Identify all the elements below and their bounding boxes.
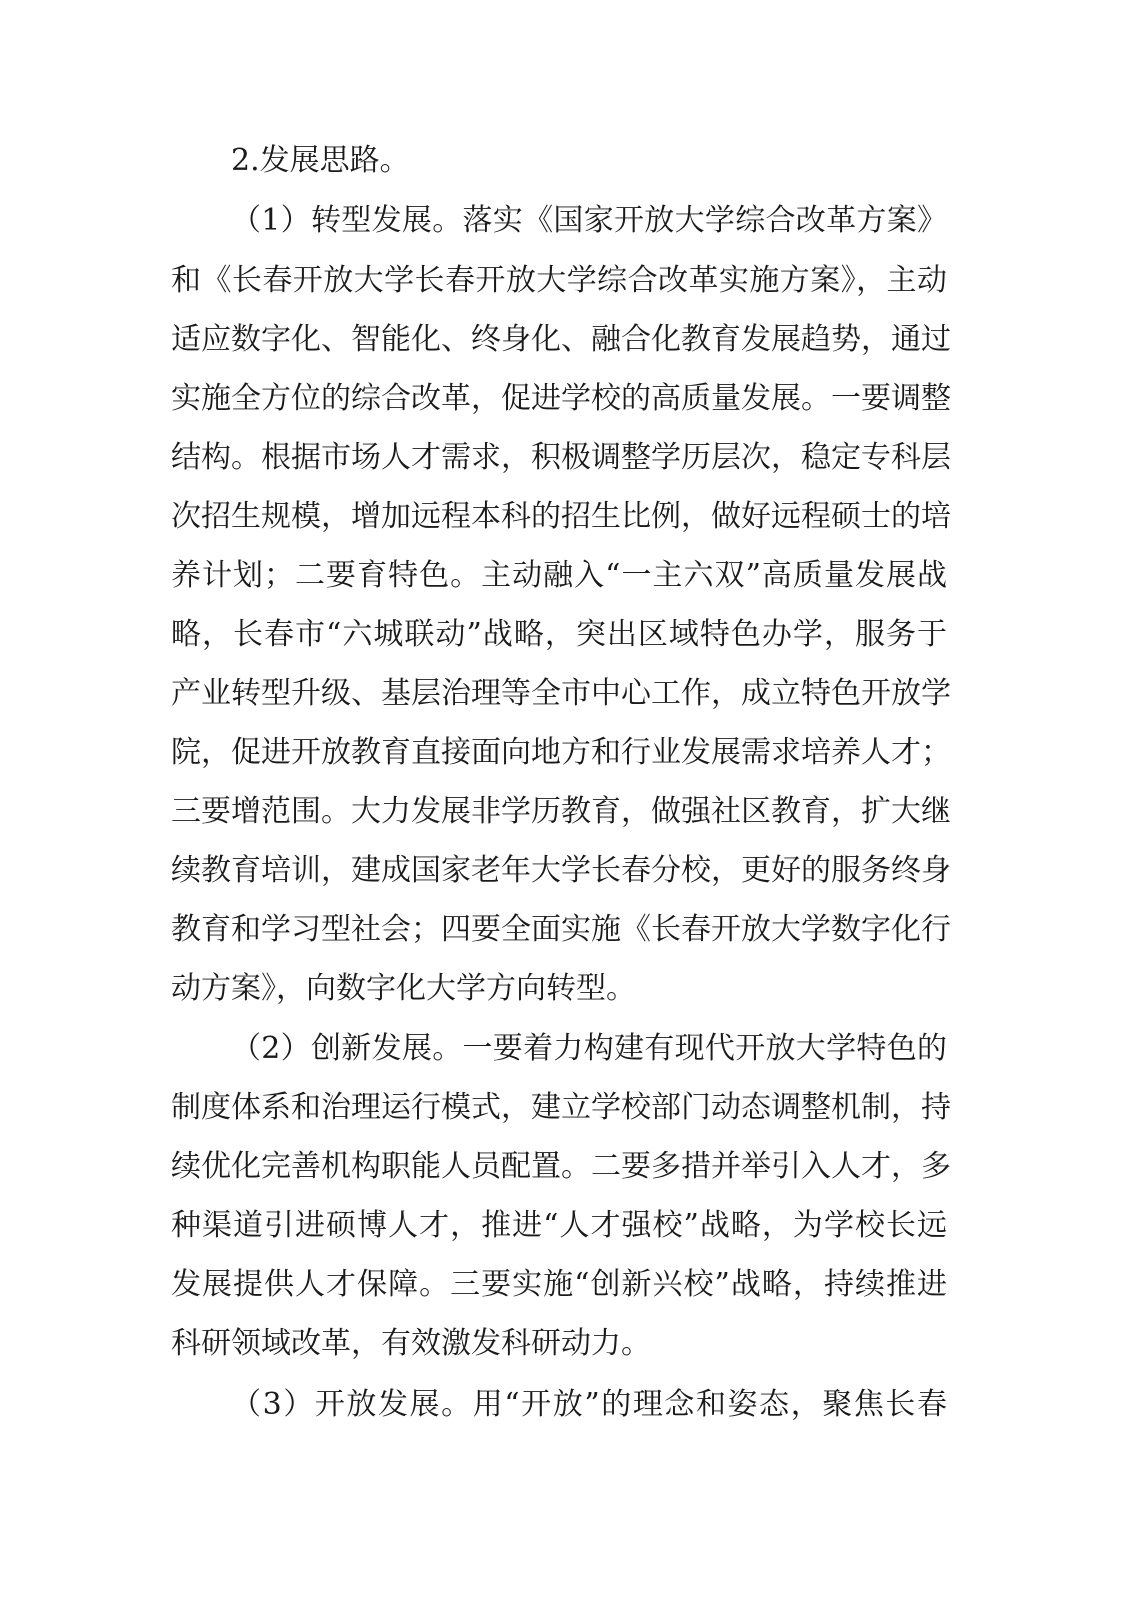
paragraph-2-line-6: 科研领域改革，有效激发科研动力。 (171, 1326, 651, 1361)
paragraph-2-line-2: 制度体系和治理运行模式，建立学校部门动态调整机制，持 (171, 1090, 951, 1125)
paragraph-2-line-5: 发展提供人才保障。三要实施“创新兴校”战略，持续推进 (171, 1267, 947, 1302)
paragraph-1-line-9: 产业转型升级、基层治理等全市中心工作，成立特色开放学 (171, 676, 951, 711)
paragraph-1-line-8: 略，长春市“六城联动”战略，突出区域特色办学，服务于 (171, 617, 947, 652)
paragraph-1-line-10: 院，促进开放教育直接面向地方和行业发展需求培养人才； (171, 735, 951, 770)
paragraph-1-line-11: 三要增范围。大力发展非学历教育，做强社区教育，扩大继 (171, 794, 951, 829)
paragraph-1-line-1: （1）转型发展。落实《国家开放大学综合改革方案》 (231, 203, 947, 238)
paragraph-2-line-3: 续优化完善机构职能人员配置。二要多措并举引入人才，多 (171, 1149, 951, 1184)
paragraph-1-line-12: 续教育培训，建成国家老年大学长春分校，更好的服务终身 (171, 853, 951, 888)
paragraph-1-line-3: 适应数字化、智能化、终身化、融合化教育发展趋势，通过 (171, 322, 951, 357)
paragraph-1-line-6: 次招生规模，增加远程本科的招生比例，做好远程硕士的培 (171, 499, 951, 534)
paragraph-1-line-4: 实施全方位的综合改革，促进学校的高质量发展。一要调整 (171, 381, 951, 416)
section-heading: 2.发展思路。 (231, 143, 410, 178)
paragraph-1-line-2: 和《长春开放大学长春开放大学综合改革实施方案》，主动 (171, 263, 947, 298)
paragraph-2-line-4: 种渠道引进硕博人才，推进“人才强校”战略，为学校长远 (171, 1208, 947, 1243)
paragraph-2-line-1: （2）创新发展。一要着力构建有现代开放大学特色的 (231, 1031, 947, 1066)
paragraph-1-line-5: 结构。根据市场人才需求，积极调整学历层次，稳定专科层 (171, 440, 951, 475)
paragraph-1-line-13: 教育和学习型社会；四要全面实施《长春开放大学数字化行 (171, 912, 951, 947)
paragraph-3-line-1: （3）开放发展。用“开放”的理念和姿态，聚焦长春 (231, 1387, 947, 1422)
paragraph-1-line-7: 养计划；二要育特色。主动融入“一主六双”高质量发展战 (171, 558, 947, 593)
paragraph-1-line-14: 动方案》，向数字化大学方向转型。 (171, 971, 636, 1006)
